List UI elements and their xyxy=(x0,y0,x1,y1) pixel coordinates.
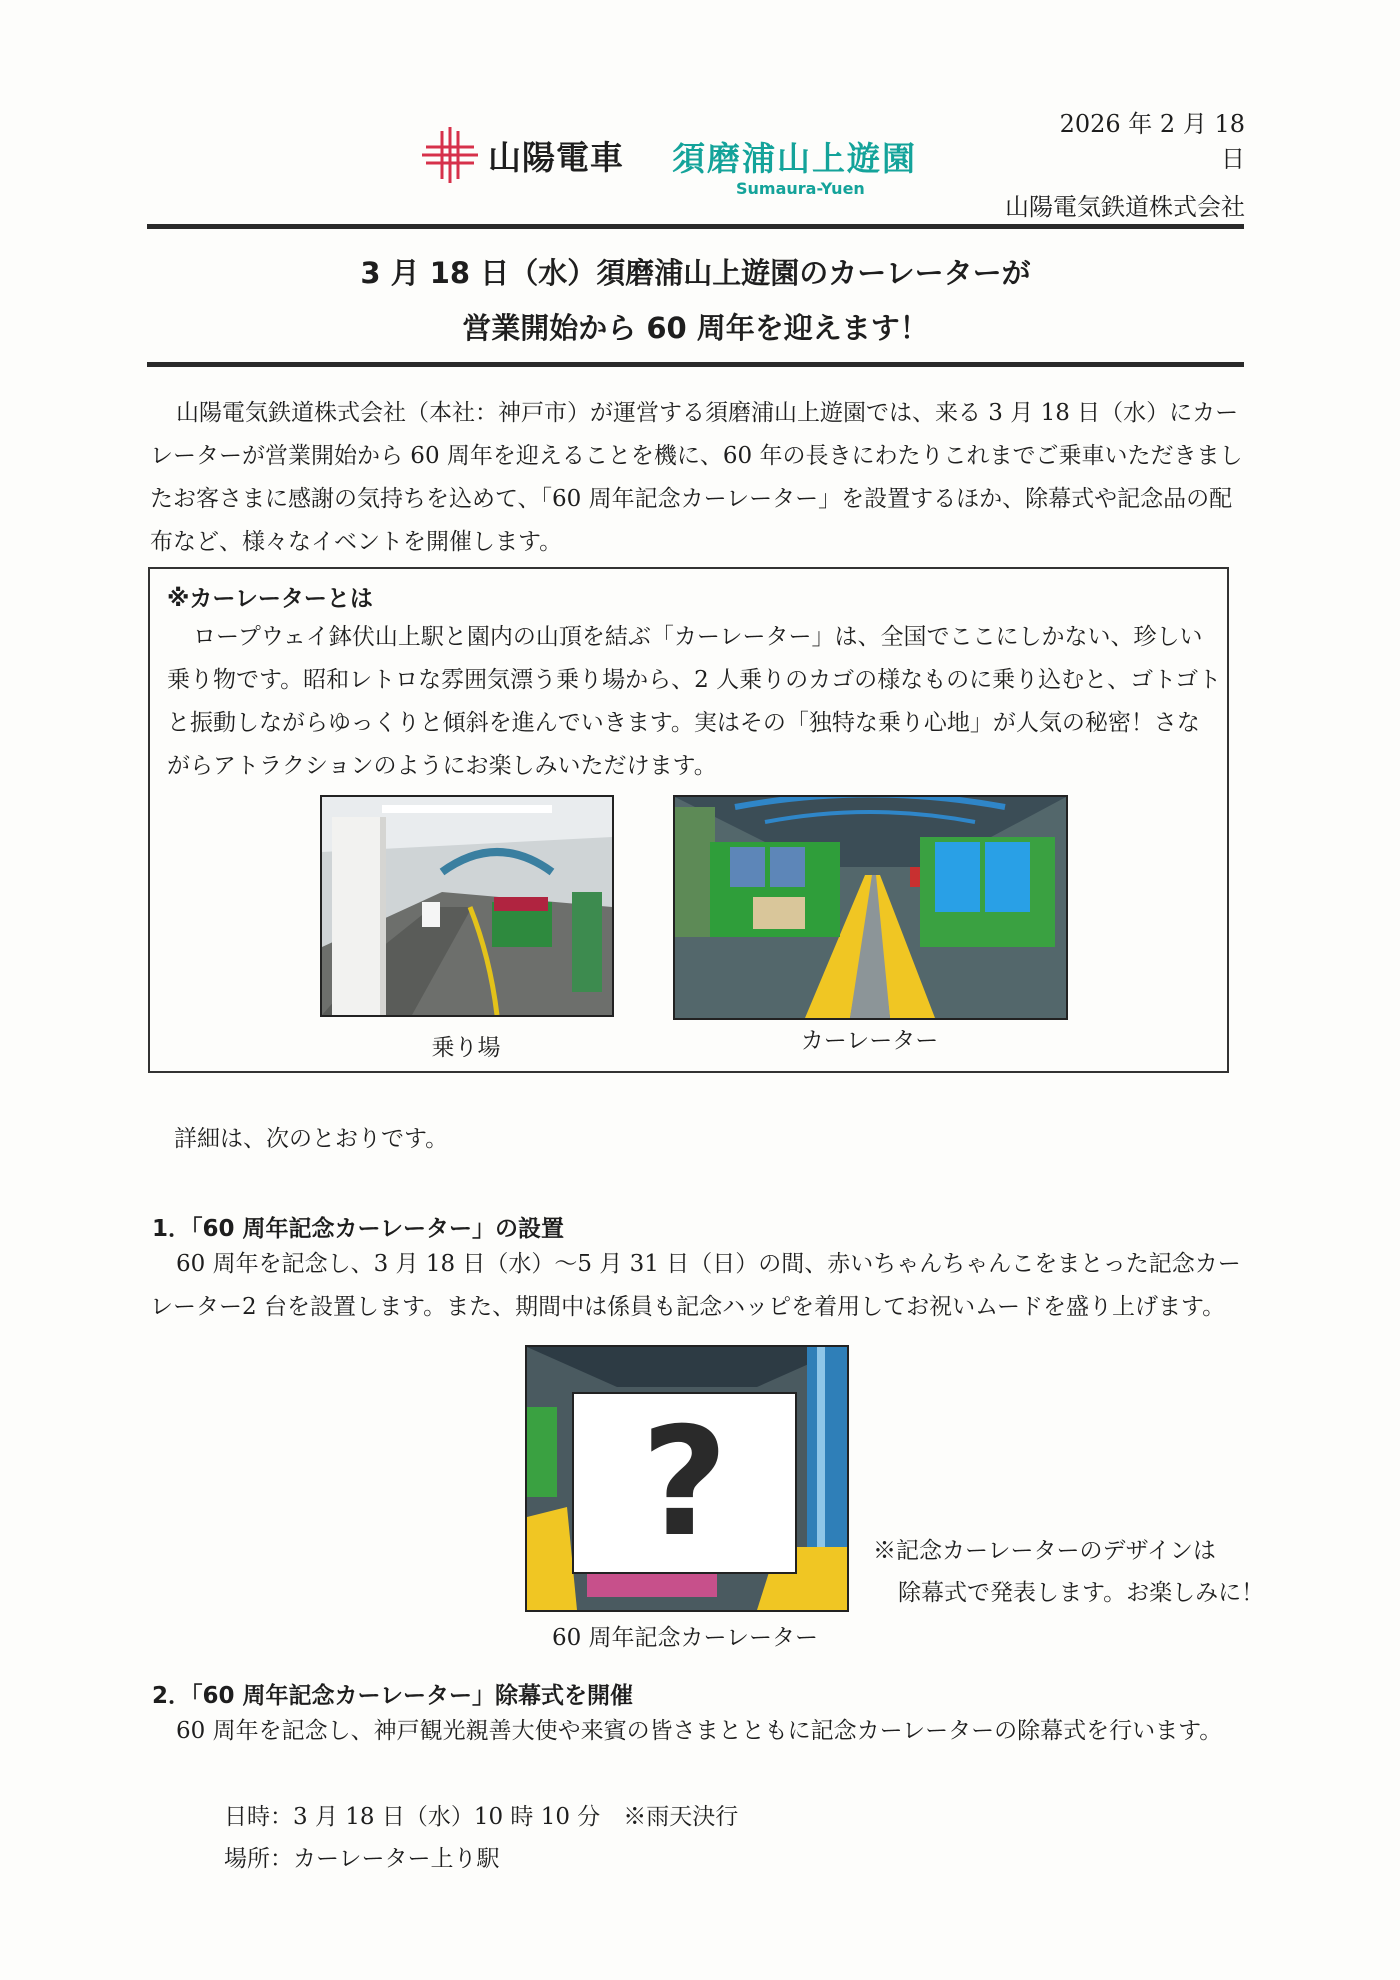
design-note-line-2: 除幕式で発表します。お楽しみに！ xyxy=(898,1580,1265,1606)
section-1-heading: 1．「60 周年記念カーレーター」の設置 xyxy=(152,1216,565,1242)
question-mark-icon: ? xyxy=(640,1396,728,1570)
about-body: ロープウェイ鉢伏山上駅と園内の山頂を結ぶ「カーレーター」は、全国でここにしかない、珍しい乗り物です。昭和レトロな雰囲気漂う乗り場から、2 人乗りのカゴの様なものに乗り込むと、ゴトゴトと振動しながらゆっくりと傾斜を進んでいきます。実はその「独特な乗り心地」が人気の秘密！さながらアトラクションのようにお楽しみいただけます。 xyxy=(167,624,1222,779)
sanyo-logo xyxy=(420,124,624,186)
sanyo-logo-text: 山陽電車 xyxy=(488,137,624,177)
sanyo-emblem-icon xyxy=(420,125,480,185)
document-date: 2026 年 2 月 18 日 xyxy=(1059,110,1245,173)
title-bottom-rule xyxy=(147,362,1244,367)
boarding-area-photo xyxy=(320,795,614,1017)
section-2-heading: 2．「60 周年記念カーレーター」除幕式を開催 xyxy=(152,1683,634,1709)
design-placeholder-panel xyxy=(572,1392,797,1574)
sumaura-logo-subtitle: Sumaura-Yuen xyxy=(736,179,865,198)
title-line-2: 営業開始から 60 周年を迎えます！ xyxy=(462,311,929,345)
title-line-1: 3 月 18 日（水）須磨浦山上遊園のカーレーターが xyxy=(360,256,1031,290)
carlator-photo xyxy=(673,795,1068,1020)
anniversary-carlator-photo xyxy=(525,1345,849,1612)
about-title: ※カーレーターとは xyxy=(167,586,373,612)
ceremony-place: 場所：カーレーター上り駅 xyxy=(224,1846,500,1872)
anniversary-carlator-caption: 60 周年記念カーレーター xyxy=(551,1625,819,1651)
section-2-body: 60 周年を記念し、神戸観光親善大使や来賓の皆さまとともに記念カーレーターの除幕式を行います。 xyxy=(176,1718,1223,1744)
sumaura-logo-title: 須磨浦山上遊園 xyxy=(672,139,917,178)
company-name: 山陽電気鉄道株式会社 xyxy=(1005,193,1245,221)
carlator-caption: カーレーター xyxy=(800,1028,939,1054)
section-1-body: 60 周年を記念し、3 月 18 日（水）～5 月 31 日（日）の間、赤いちゃんちゃんこをまとった記念カーレーター2 台を設置します。また、期間中は係員も記念ハッピを着用してお祝いムードを盛り上げます。 xyxy=(150,1251,1241,1320)
title-top-rule xyxy=(147,224,1244,229)
intro-paragraph: 山陽電気鉄道株式会社（本社：神戸市）が運営する須磨浦山上遊園では、来る 3 月 18 日（水）にカーレーターが営業開始から 60 周年を迎えることを機に、60 年の長きにわたりこれまでご乗車いただきましたお客さまに感謝の気持ちを込めて、「60 周年記念カーレーター」を設置するほか、除幕式や記念品の配布など、様々なイベントを開催します。 xyxy=(150,400,1243,555)
boarding-area-caption: 乗り場 xyxy=(431,1035,501,1061)
details-intro: 詳細は、次のとおりです。 xyxy=(174,1126,449,1152)
ceremony-datetime: 日時：3 月 18 日（水）10 時 10 分 ※雨天決行 xyxy=(224,1804,739,1830)
sumaura-logo xyxy=(672,139,932,198)
design-note-line-1: ※記念カーレーターのデザインは xyxy=(873,1538,1216,1564)
